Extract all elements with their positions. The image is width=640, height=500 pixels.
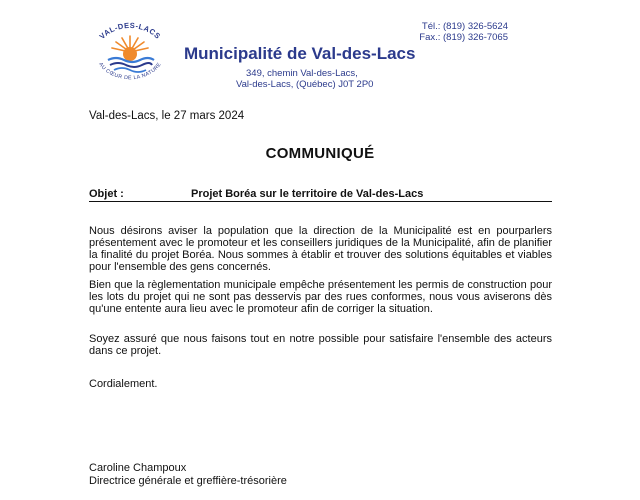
municipal-logo (86, 18, 174, 92)
subject-line (89, 188, 552, 202)
signature-block (89, 462, 287, 488)
body-paragraph-2: Bien que la règlementation municipale empêche présentement les permis de construction pour les lots du projet qui ne sont pas desservis par des rues conformes, nous vous aviserons dès qu'une entente aura lieu avec le promoteur afin de corriger la situation. (89, 279, 552, 315)
signatory-name: Caroline Champoux (89, 462, 187, 474)
address-line-2: Val-des-Lacs, (Québec) J0T 2P0 (236, 79, 374, 90)
phone-number: Tél.: (819) 326-5624 (421, 21, 508, 32)
municipality-name: Municipalité de Val-des-Lacs (184, 44, 416, 63)
svg-text:AU CŒUR DE LA NATURE (97, 62, 163, 82)
subject-label: Objet : (89, 188, 124, 200)
body-paragraph-1: Nous désirons aviser la population que la direction de la Municipalité est en pourparlers présentement avec le promoteur et les conseillers juridiques de la Municipalité, afin de planifier la finalité du projet Boréa. Nous sommes à établir et trouver des solutions équitables et viables pour l'ensemble des gens concernés. (89, 225, 552, 273)
document-heading: COMMUNIQUÉ (265, 145, 375, 162)
contact-block (419, 21, 508, 43)
logo-emblem-icon (86, 18, 174, 92)
signatory-title: Directrice générale et greffière-trésorière (89, 475, 287, 487)
closing-salutation: Cordialement. (89, 378, 158, 390)
fax-number: Fax.: (819) 326-7065 (419, 32, 508, 43)
dateline: Val-des-Lacs, le 27 mars 2024 (89, 110, 245, 122)
logo-arc-text: VAL-DES-LACS (97, 20, 163, 41)
logo-motto-text: AU CŒUR DE LA NATURE (97, 61, 163, 82)
body-paragraph-3: Soyez assuré que nous faisons tout en notre possible pour satisfaire l'ensemble des acteurs dans ce projet. (89, 333, 552, 357)
subject-text: Projet Boréa sur le territoire de Val-des-Lacs (191, 188, 424, 200)
address-line-1: 349, chemin Val-des-Lacs, (246, 68, 358, 79)
municipal-address (232, 68, 373, 90)
